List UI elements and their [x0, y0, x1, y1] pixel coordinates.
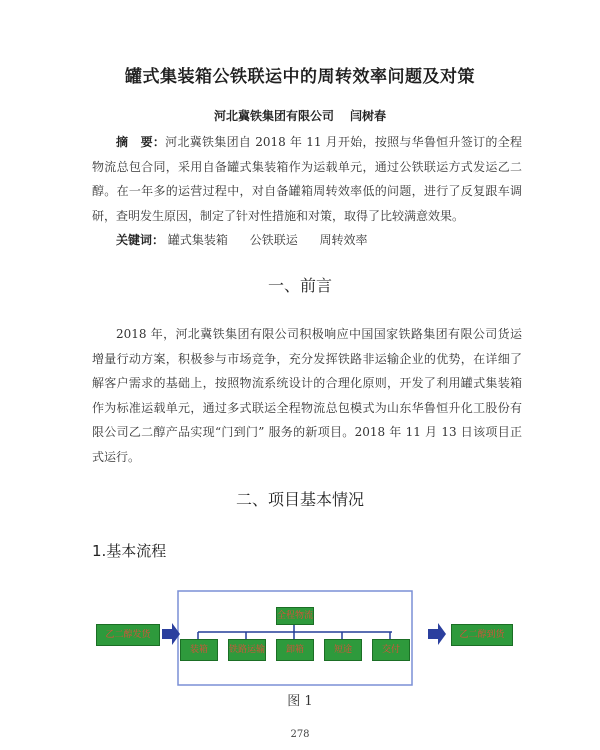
- keywords-label: 关键词：: [116, 233, 165, 247]
- keyword-item: 周转效率: [319, 233, 368, 247]
- figure-caption: 图 1: [287, 694, 313, 709]
- flow-box-start: 乙二醇发货: [96, 624, 160, 646]
- keyword-item: 公铁联运: [249, 233, 298, 247]
- intro-paragraph: 2018 年，河北冀铁集团有限公司积极响应中国国家铁路集团有限公司货运增量行动方案，积极参与市场竞争，充分发挥铁路非运输企业的优势，在详细了解客户需求的基础上，按照物流系统设计的合理化原则，开发了利用罐式集装箱作为标准运载单元，通过多式联运全程物流总包模式为山东华鲁恒升化工股份有限公司乙二醇产品实现“门到门” 服务的新项目。2018 年 11 月 13 日该项目正式运行。: [92, 327, 522, 464]
- flow-step-box: 交付: [372, 639, 410, 661]
- page-number: 278: [290, 729, 310, 740]
- author-line: [0, 107, 600, 124]
- flow-box-top: 全程物流: [276, 607, 314, 625]
- arrow-out-icon: [428, 623, 446, 645]
- abstract-text: 河北冀铁集团自 2018 年 11 月开始，按照与华鲁恒升签订的全程物流总包合同，采用自备罐式集装箱作为运载单元，通过公铁联运方式发运乙二醇。在一年多的运营过程中，对自备罐箱周转效率低的问题，进行了反复跟车调研，查明发生原因，制定了针对性措施和对策，取得了比较满意效果。: [92, 135, 522, 223]
- diagram-frame: [178, 591, 412, 685]
- abstract-label: 摘 要：: [116, 135, 166, 149]
- flow-step-box: 铁路运输: [228, 639, 266, 661]
- section-heading-2: 二、项目基本情况: [235, 490, 364, 509]
- flow-step-box: 短途: [324, 639, 362, 661]
- flow-diagram: [0, 585, 600, 690]
- paper-title: 罐式集装箱公铁联运中的周转效率问题及对策: [125, 67, 475, 87]
- author-name: 闫树春: [350, 109, 387, 123]
- keyword-item: 罐式集装箱: [167, 233, 228, 247]
- section-heading-1: 一、前言: [267, 276, 332, 295]
- flow-step-box: 装箱: [180, 639, 218, 661]
- keywords: [116, 228, 516, 253]
- flow-step-box: 卸箱: [276, 639, 314, 661]
- flow-box-end: 乙二醇到货: [451, 624, 513, 646]
- author-affiliation: 河北冀铁集团有限公司: [213, 109, 334, 123]
- subsection-heading: 1.基本流程: [92, 542, 167, 560]
- abstract: [92, 130, 522, 228]
